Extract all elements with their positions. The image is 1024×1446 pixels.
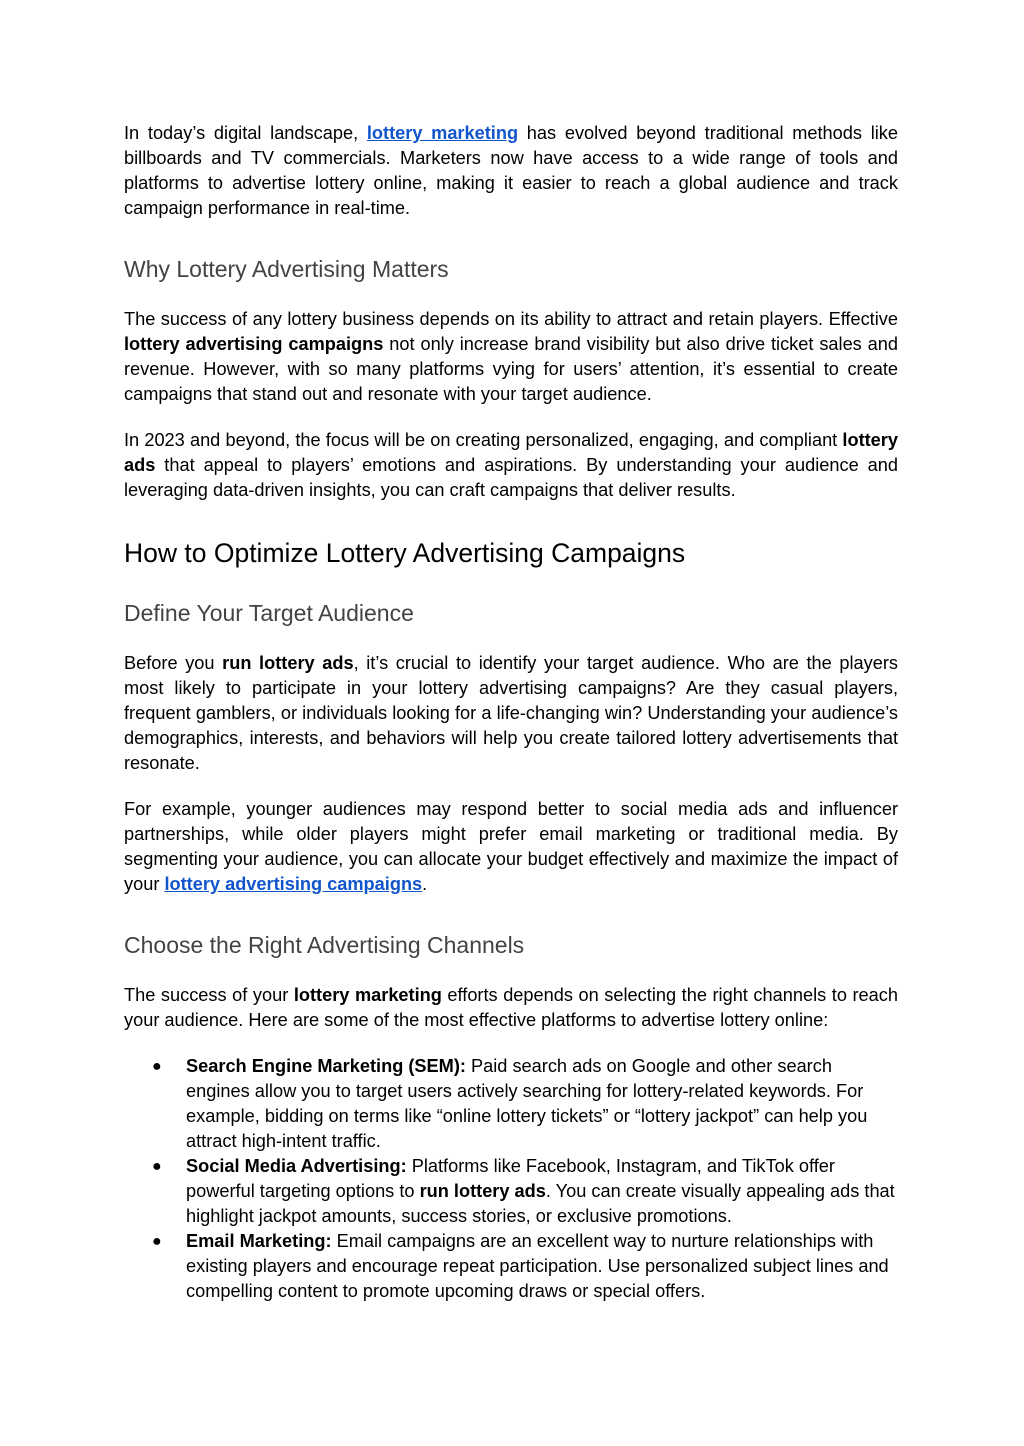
why-p1-text-1: The success of any lottery business depends on its ability to attract and retain players. Effective [124,309,898,329]
define-heading: Define Your Target Audience [124,600,414,626]
list-item-title: Social Media Advertising: [186,1156,407,1176]
why-heading: Why Lottery Advertising Matters [124,256,449,282]
why-paragraph-1 [124,307,898,407]
why-paragraph-2 [124,428,898,503]
list-item-bold: run lottery ads [419,1181,546,1201]
channels-p1-text-1: The success of your [124,985,294,1005]
bullet-icon: ● [152,1158,162,1175]
define-p2-text-2: . [422,874,428,894]
define-p1-bold: run lottery ads [222,653,354,673]
channels-paragraph [124,983,898,1033]
define-paragraph-1 [124,651,898,776]
list-item [124,1154,898,1229]
define-p1-text-1: Before you [124,653,223,673]
why-p2-text-1: In 2023 and beyond, the focus will be on creating personalized, engaging, and compliant [124,430,843,450]
list-item-text: Email campaigns are an excellent way to nurture relationships with existing players and encourage repeat participation. Use personalized subject lines and compelling content to promote upcoming draws or special offers. [186,1231,889,1301]
intro-paragraph [124,121,898,221]
channels-heading: Choose the Right Advertising Channels [124,932,525,958]
why-p1-text-2: not only increase brand visibility but also drive ticket sales and revenue. However, with so many platforms vying for users’ attention, it’s essential to create campaigns that stand out and resonate with your target audience. [124,334,899,404]
why-p2-bold: lottery ads [124,430,898,475]
channels-p1-text-2: efforts depends on selecting the right channels to reach your audience. Here are some of the most effective platforms to advertise lottery online: [124,985,898,1030]
list-item-text: Platforms like Facebook, Instagram, and TikTok offer powerful targeting options to [186,1156,835,1201]
intro-text-1: In today’s digital landscape, [124,123,367,143]
list-item-title: Email Marketing: [186,1231,332,1251]
intro-text-2: has evolved beyond traditional methods like billboards and TV commercials. Marketers now have access to a wide range of tools and platforms to advertise lottery online, making it easier to reach a global audience and track campaign performance in real-time. [124,123,898,218]
bullet-icon: ● [152,1233,162,1250]
list-item [124,1229,898,1304]
lottery-marketing-link[interactable]: lottery marketing [366,123,519,143]
define-p2-text-1: For example, younger audiences may respond better to social media ads and influencer partnerships, while older players might prefer email marketing or traditional media. By segmenting your audience, you can allocate your budget effectively and maximize the impact of your [124,799,898,894]
channels-list [124,1054,898,1304]
why-p1-bold: lottery advertising campaigns [124,334,384,354]
bullet-icon: ● [152,1058,162,1075]
lottery-advertising-campaigns-link[interactable]: lottery advertising campaigns [164,874,423,894]
define-paragraph-2 [124,797,898,897]
optimize-heading: How to Optimize Lottery Advertising Campaigns [124,538,686,568]
list-item-text-2: . You can create visually appealing ads that highlight jackpot amounts, success stories, or exclusive promotions. [186,1181,895,1226]
why-p2-text-2: that appeal to players’ emotions and aspirations. By understanding your audience and leveraging data-driven insights, you can craft campaigns that deliver results. [124,455,898,500]
channels-p1-bold: lottery marketing [293,985,442,1005]
list-item-title: Search Engine Marketing (SEM): [186,1056,466,1076]
list-item [124,1054,898,1154]
document-page [124,121,898,1304]
define-p1-text-2: , it’s crucial to identify your target audience. Who are the players most likely to participate in your lottery advertising campaigns? Are they casual players, frequent gamblers, or individuals looking for a life-changing win? Understanding your audience’s demographics, interests, and behaviors will help you create tailored lottery advertisements that resonate. [124,653,899,773]
list-item-text: Paid search ads on Google and other search engines allow you to target users actively searching for lottery-related keywords. For example, bidding on terms like “online lottery tickets” or “lottery jackpot” can help you attract high-intent traffic. [186,1056,868,1151]
